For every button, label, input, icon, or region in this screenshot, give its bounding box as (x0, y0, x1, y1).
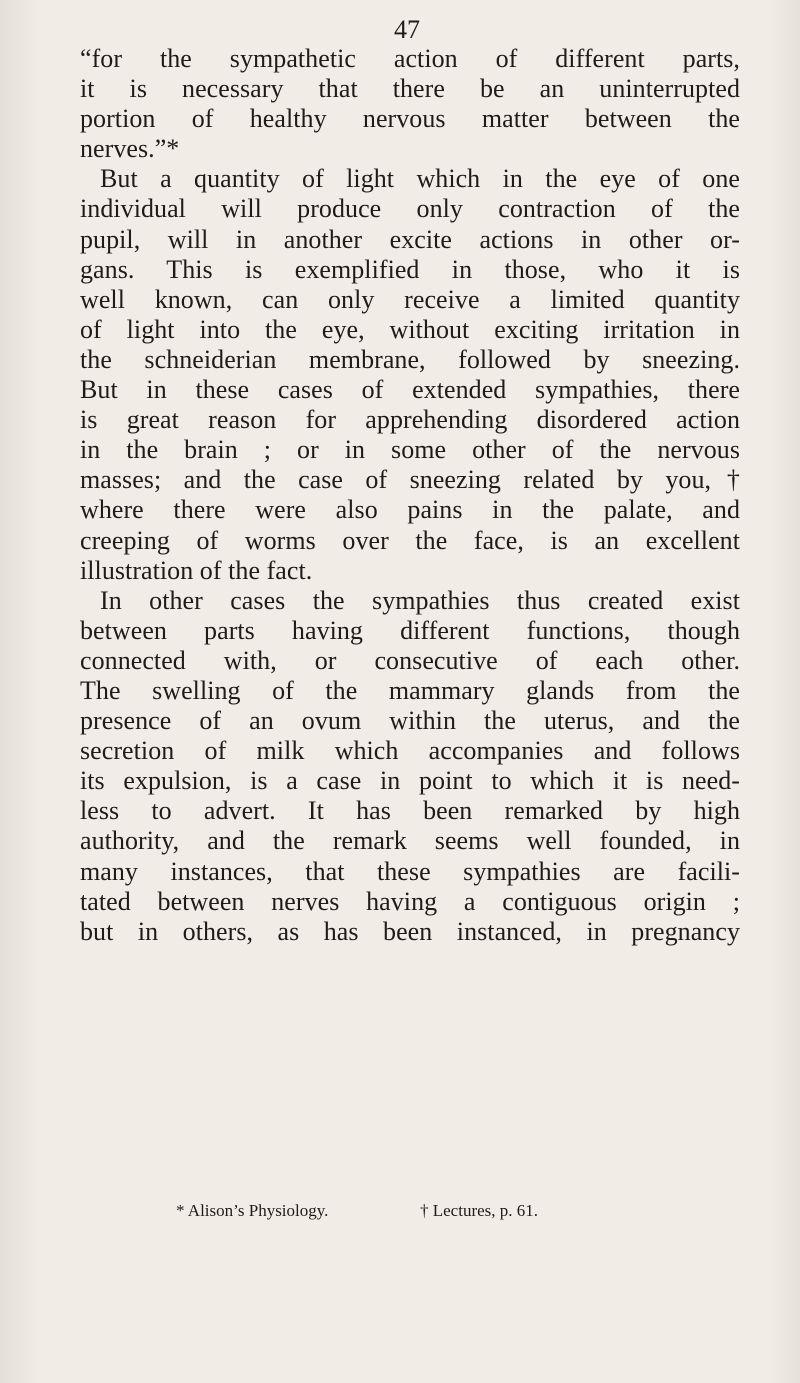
text-line: The swelling of the mammary glands from the (80, 675, 740, 705)
page-number: 47 (394, 15, 420, 44)
text-line: “for the sympathetic action of different parts, (80, 44, 740, 73)
text-line: But in these cases of extended sympathies, there (80, 375, 740, 405)
text-line: its expulsion, is a case in point to which it is need- (80, 766, 740, 796)
text-line: tated between nerves having a contiguous origin ; (80, 886, 740, 916)
text-line: But a quantity of light which in the eye of one (100, 164, 740, 194)
text-line: masses; and the case of sneezing related by you,† (80, 465, 740, 495)
text-line: where there were also pains in the palate, and (80, 495, 740, 525)
text-line: it is necessary that there be an uninterrupted (80, 74, 740, 104)
text-line: pupil, will in another excite actions in other or- (80, 224, 740, 254)
text-line: many instances, that these sympathies are facili- (80, 856, 740, 886)
text-line: well known, can only receive a limited quantity (80, 284, 740, 314)
footnote-alison: * Alison’s Physiology. (176, 1201, 329, 1220)
text-line: but in others, as has been instanced, in pregnancy (80, 916, 740, 946)
footnote-lectures: † Lectures, p. 61. (420, 1201, 539, 1220)
text-line: secretion of milk which accompanies and follows (80, 736, 740, 766)
text-line: less to advert. It has been remarked by high (80, 796, 740, 826)
text-line: is great reason for apprehending disordered action (80, 405, 740, 435)
text-line: illustration of the fact. (80, 555, 313, 585)
text-line: individual will produce only contraction of the (80, 194, 740, 224)
text-line: authority, and the remark seems well founded, in (80, 826, 740, 856)
body-text (80, 44, 740, 947)
text-line: creeping of worms over the face, is an excellent (80, 525, 740, 555)
text-line: presence of an ovum within the uterus, and the (80, 706, 740, 736)
text-line: In other cases the sympathies thus created exist (100, 585, 740, 615)
text-line: in the brain ; or in some other of the nervous (80, 435, 740, 465)
text-line: nerves.”* (80, 134, 180, 164)
text-line: of light into the eye, without exciting irritation in (80, 314, 740, 344)
text-line: the schneiderian membrane, followed by sneezing. (80, 344, 740, 374)
text-line: connected with, or consecutive of each other. (80, 645, 740, 675)
text-line: between parts having different functions, though (80, 615, 740, 645)
text-line: gans. This is exemplified in those, who it is (80, 254, 740, 284)
text-line: portion of healthy nervous matter between the (80, 104, 740, 134)
